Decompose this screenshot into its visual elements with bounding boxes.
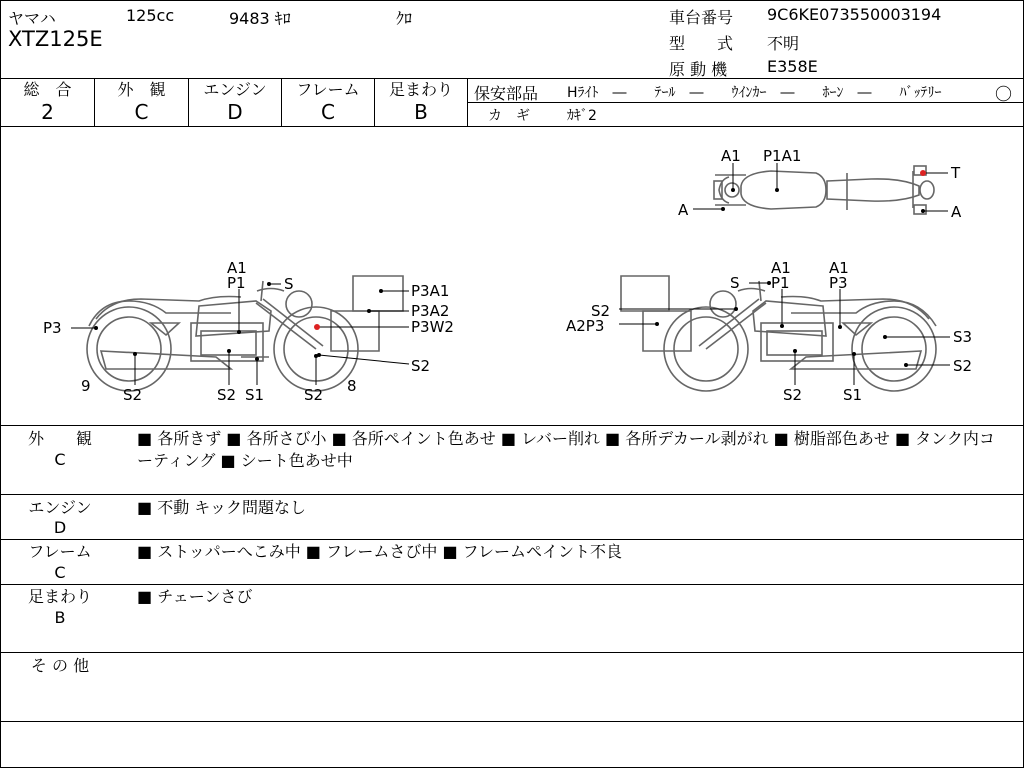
label-left-s1: S1 (245, 386, 265, 404)
frame-no-label: 車台番号 (669, 8, 734, 27)
section-suspension-label: 足まわり (27, 587, 92, 606)
label-left-s2-b: S2 (217, 386, 237, 404)
frame-no: 9C6KE073550003194 (767, 5, 942, 24)
label-left-s2-a: S2 (123, 386, 143, 404)
safety-parts-items: Hﾗｲﾄ ― ﾃｰﾙ ― ｳｲﾝｶｰ ― ﾎｰﾝ ― ﾊﾞｯﾃﾘｰ (567, 85, 942, 101)
top-view-bike (714, 166, 934, 214)
color: ｸﾛ (396, 9, 413, 28)
left-side-bike (87, 276, 403, 391)
label-left-s2-right: S2 (411, 357, 431, 375)
type-value: 不明 (767, 34, 800, 53)
label-right-s2-bottom: S2 (783, 386, 803, 404)
label-top-a-right: A (951, 203, 962, 221)
label-right-a1b: A1 (829, 259, 849, 277)
grade-suspension: 足まわり B (375, 79, 468, 126)
section-exterior-text: ■ 各所きず ■ 各所さび小 ■ 各所ペイント色あせ ■ レバー削れ ■ 各所デカール剥がれ ■ 樹脂部色あせ ■ タンク内コーティング ■ シート色あせ中 (137, 429, 995, 470)
label-left-p3a2: P3A2 (411, 302, 450, 320)
label-left-p3a1: P3A1 (411, 282, 450, 300)
damage-diagram (1, 127, 1023, 423)
section-suspension-text: ■ チェーンさび (137, 587, 253, 606)
label-right-a2p3: A2P3 (566, 317, 605, 335)
label-top-a1: A1 (721, 147, 741, 165)
section-exterior-grade: C (54, 450, 66, 469)
section-frame-grade: C (54, 563, 66, 582)
engine-model-label: 原 動 機 (669, 60, 728, 79)
label-top-p1a1: P1A1 (763, 147, 802, 165)
grade-frame: フレーム C (282, 79, 375, 126)
grade-engine: エンジン D (189, 79, 282, 126)
label-right-s2-right: S2 (953, 357, 973, 375)
mileage: 9483 ｷﾛ (229, 9, 291, 28)
grade-overall: 総 合 2 (1, 79, 95, 126)
label-left-p1: P1 (227, 274, 246, 292)
section-engine-text: ■ 不動 キック問題なし (137, 498, 306, 517)
label-left-s: S (284, 275, 294, 293)
label-right-p3: P3 (829, 274, 848, 292)
section-suspension-grade: B (54, 608, 66, 627)
label-right-a1: A1 (771, 259, 791, 277)
maker: ヤマハ (8, 9, 56, 28)
key-value: ｶｷﾞ2 (567, 108, 597, 124)
section-engine-label: エンジン (28, 498, 92, 517)
section-other-label: そ の 他 (30, 656, 90, 675)
label-left-8: 8 (347, 377, 357, 395)
battery-mark: 〇 (995, 85, 1012, 105)
label-left-p3: P3 (43, 319, 62, 337)
label-left-p3w2: P3W2 (411, 318, 454, 336)
safety-parts-title: 保安部品 (474, 84, 539, 103)
key-label: カ ギ (488, 108, 530, 124)
label-right-s1: S1 (843, 386, 863, 404)
label-top-t: T (951, 164, 961, 182)
section-engine-grade: D (53, 518, 67, 537)
label-right-s3: S3 (953, 328, 973, 346)
label-top-a-left: A (678, 201, 689, 219)
label-right-s2: S2 (591, 302, 611, 320)
engine-model-value: E358E (767, 57, 818, 76)
section-frame-text: ■ ストッパーへこみ中 ■ フレームさび中 ■ フレームペイント不良 (137, 542, 623, 561)
label-left-s2-c: S2 (304, 386, 324, 404)
section-frame-label: フレーム (28, 542, 92, 561)
type-label: 型 式 (669, 34, 734, 53)
grade-exterior: 外 観 C (95, 79, 189, 126)
label-right-s: S (730, 274, 740, 292)
label-right-p1: P1 (771, 274, 790, 292)
label-left-9: 9 (81, 377, 91, 395)
model-name: XTZ125E (8, 27, 103, 51)
right-side-bike (621, 276, 936, 391)
displacement: 125cc (126, 6, 175, 25)
label-left-a1: A1 (227, 259, 247, 277)
section-exterior-label: 外 観 (27, 429, 92, 448)
